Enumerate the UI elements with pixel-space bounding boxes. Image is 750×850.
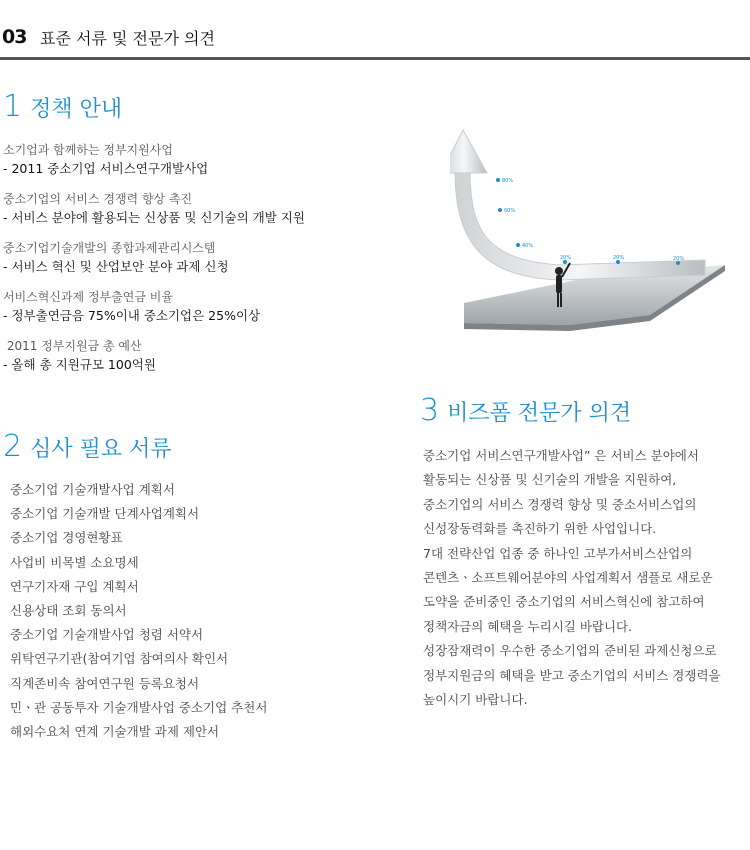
policy-item-value: - 서비스 혁신 및 산업보안 분야 과제 신청 — [3, 259, 229, 274]
policy-number: 1 — [3, 89, 23, 124]
growth-arrow-icon — [450, 125, 725, 335]
documents-heading — [3, 429, 172, 464]
opinion-line: 정부지원금의 혜택을 받고 중소기업의 서비스 경쟁력을 — [423, 667, 721, 683]
opinion-line: 중소기업의 서비스 경쟁력 향상 및 중소서비스업의 — [423, 496, 697, 512]
arrow-label: 20% — [613, 255, 625, 261]
policy-item-value: - 정부출연금음 75%이내 중소기업은 25%이상 — [3, 308, 261, 323]
arrow-label: 20% — [673, 256, 685, 262]
opinion-title: 비즈폼 전문가 의견 — [447, 401, 632, 426]
documents-list — [10, 478, 267, 744]
policy-item — [3, 191, 383, 227]
policy-item-label: 2011 정부지원금 총 예산 — [3, 339, 142, 353]
policy-list — [3, 142, 383, 387]
opinion-line: 콘텐츠ㆍ소프트웨어분야의 사업계획서 샘플로 새로운 — [423, 570, 713, 586]
policy-item — [3, 142, 383, 178]
policy-item — [3, 338, 383, 374]
growth-arrow-illustration — [450, 125, 725, 335]
policy-item-label: 중소기업의 서비스 경쟁력 향상 촉진 — [3, 192, 193, 206]
arrow-label: 80% — [502, 178, 514, 184]
opinion-line: 7대 전략산업 업종 중 하나인 고부가서비스산업의 — [423, 545, 693, 561]
list-item: 중소기업 경영현황표 — [10, 530, 123, 546]
opinion-heading — [420, 393, 632, 428]
policy-heading — [3, 89, 123, 124]
opinion-number: 3 — [420, 393, 440, 428]
list-item: 연구기자재 구입 계획서 — [10, 578, 139, 594]
opinion-line: 신성장동력화를 촉진하기 위한 사업입니다. — [423, 521, 657, 537]
policy-item-value: - 서비스 분야에 활용되는 신상품 및 신기술의 개발 지원 — [3, 210, 305, 225]
section-number: 03 — [2, 26, 27, 48]
page-title: 표준 서류 및 전문가 의견 — [40, 29, 215, 48]
arrow-label: 60% — [504, 208, 516, 214]
policy-item — [3, 240, 383, 276]
opinion-line: 성장잠재력이 우수한 중소기업의 준비된 과제신청으로 — [423, 643, 717, 659]
arrow-label: 40% — [522, 243, 534, 249]
opinion-line: 높이시기 바랍니다. — [423, 692, 528, 708]
opinion-text — [423, 444, 743, 712]
list-item: 위탁연구기관(참여기업 참여의사 확인서 — [10, 651, 229, 667]
policy-item-value: - 2011 중소기업 서비스연구개발사업 — [3, 161, 209, 176]
opinion-line: 활동되는 신상품 및 신기술의 개발을 지원하여, — [423, 472, 677, 488]
opinion-line: 중소기업 서비스연구개발사업” 은 서비스 분야에서 — [423, 448, 699, 463]
list-item: 중소기업 기술개발사업 계획서 — [10, 482, 175, 497]
list-item: 직계존비속 참여연구원 등록요청서 — [10, 675, 200, 691]
header-divider — [0, 57, 750, 60]
list-item: 중소기업 기술개발 단계사업계획서 — [10, 506, 200, 522]
opinion-line: 정책자금의 혜택을 누리시길 바랍니다. — [423, 618, 633, 634]
policy-item — [3, 289, 383, 325]
list-item: 신용상태 조회 동의서 — [10, 602, 127, 618]
policy-item-value: - 올해 총 지원규모 100억원 — [3, 357, 156, 372]
list-item: 중소기업 기술개발사업 청렴 서약서 — [10, 627, 204, 643]
page-header — [0, 0, 750, 58]
documents-title: 심사 필요 서류 — [30, 437, 172, 462]
documents-number: 2 — [3, 429, 23, 464]
policy-title: 정책 안내 — [30, 97, 123, 122]
list-item: 사업비 비목별 소요명세 — [10, 554, 139, 570]
policy-item-label: 서비스혁신과제 정부출연금 비율 — [3, 290, 173, 304]
list-item: 민ㆍ관 공동투자 기술개발사업 중소기업 추천서 — [10, 699, 268, 715]
opinion-line: 도약을 준비중인 중소기업의 서비스혁신에 참고하여 — [423, 594, 705, 610]
list-item: 해외수요처 연계 기술개발 과제 제안서 — [10, 723, 220, 739]
arrow-label: 20% — [560, 255, 572, 261]
policy-item-label: 중소기업기술개발의 종합과제관리시스템 — [3, 241, 216, 255]
policy-item-label: 소기업과 함께하는 정부지원사업 — [3, 143, 173, 157]
